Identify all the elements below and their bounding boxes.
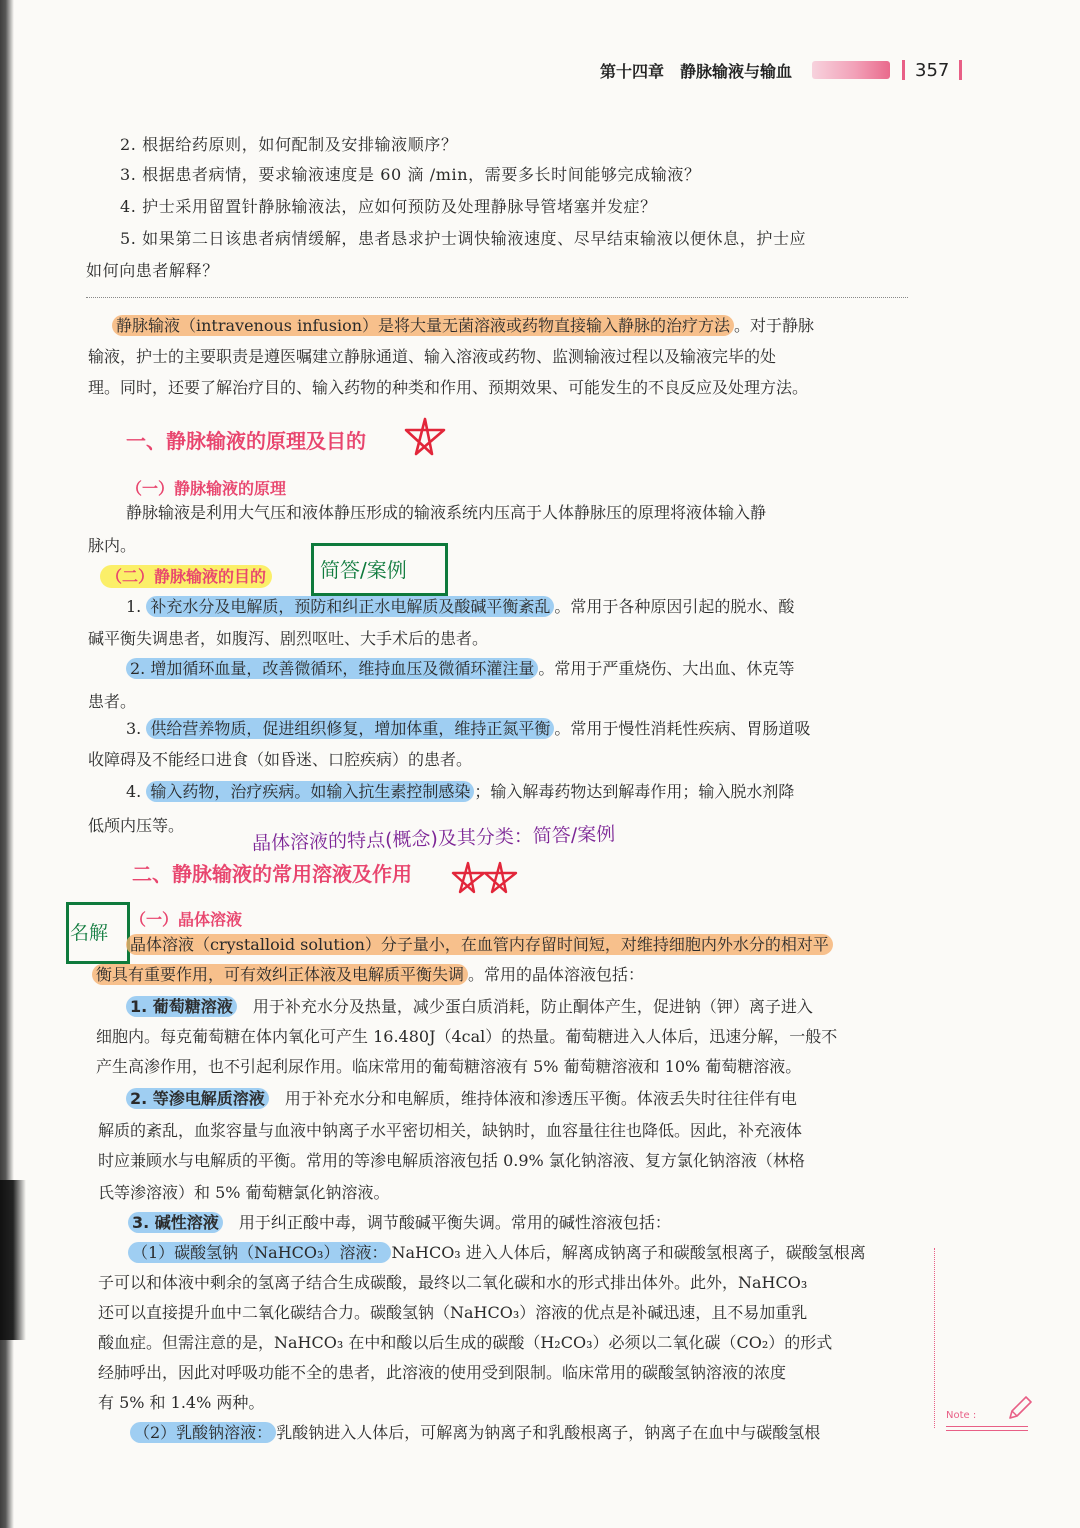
question-item: 如何向患者解释？ [86, 261, 219, 280]
list-item-continuation: 低颅内压等。 [88, 816, 185, 835]
list-item-continuation: 患者。 [88, 692, 137, 711]
blue-highlight: 供给营养物质，促进组织修复，增加体重，维持正氮平衡 [146, 718, 554, 739]
header-divider [959, 60, 962, 80]
blue-highlight: 1. 葡萄糖溶液 [126, 996, 237, 1017]
body-text-line: 1. 葡萄糖溶液 用于补充水分及热量，减少蛋白质消耗，防止酮体产生，促进钠（钾）离子进入 [126, 994, 813, 1020]
list-item: 4. 输入药物，治疗疾病。如输入抗生素控制感染 ；输入解毒药物达到解毒作用；输入脱水剂降 [126, 782, 795, 801]
blue-highlight: 3. 碱性溶液 [128, 1212, 223, 1233]
body-text-line: （2）乳酸钠溶液： 乳酸钠进入人体后，可解离为钠离子和乳酸根离子，钠离子在血中与碳酸氢根 [130, 1420, 820, 1446]
handwritten-annotation: 简答/案例 [320, 558, 407, 582]
body-text-line: 3. 碱性溶液 用于纠正酸中毒，调节酸碱平衡失调。常用的碱性溶液包括： [128, 1210, 671, 1236]
orange-highlight: 晶体溶液（crystalloid solution）分子量小，在血管内存留时间短，对维持细胞内外水分的相对平 [126, 934, 833, 955]
body-text-line: 子可以和体液中剩余的氢离子结合生成碳酸，最终以二氧化碳和水的形式排出体外。此外，NaHCO₃ [98, 1273, 808, 1292]
body-text-line: 细胞内。每克葡萄糖在体内氧化可产生 16.480J（4cal）的热量。葡萄糖进入人体后，迅速分解，一般不 [96, 1027, 838, 1046]
body-text-line: （1）碳酸氢钠（NaHCO₃）溶液： NaHCO₃ 进入人体后，解离成钠离子和碳酸氢根离子，碳酸氢根离 [128, 1240, 866, 1266]
body-text-line: 有 5% 和 1.4% 两种。 [98, 1393, 265, 1412]
intro-paragraph-line: 理。同时，还要了解治疗目的、输入药物的种类和作用、预期效果、可能发生的不良反应及处理方法。 [88, 378, 809, 397]
pencil-icon [1004, 1394, 1034, 1424]
note-underline [946, 1426, 1028, 1427]
body-text-line: 脉内。 [88, 536, 137, 555]
orange-highlight: 静脉输液（intravenous infusion）是将大量无菌溶液或药物直接输入静脉的治疗方法 [112, 315, 734, 336]
section-divider [86, 297, 908, 298]
body-text-line: 产生高渗作用，也不引起利尿作用。临床常用的葡萄糖溶液有 5% 葡萄糖溶液和 10% 葡萄糖溶液。 [96, 1057, 802, 1076]
handwritten-annotation: 名解 [70, 922, 109, 944]
question-item: 5. 如果第二日该患者病情缓解，患者恳求护士调快输液速度、尽早结束输液以便休息，护士应 [120, 229, 807, 248]
question-item: 2. 根据给药原则，如何配制及安排输液顺序？ [120, 135, 458, 154]
blue-highlight: 补充水分及电解质，预防和纠正水电解质及酸碱平衡紊乱 [146, 596, 554, 617]
body-text-line: 氏等渗溶液）和 5% 葡萄糖氯化钠溶液。 [98, 1183, 390, 1202]
orange-highlight: 衡具有重要作用，可有效纠正体液及电解质平衡失调 [92, 964, 468, 985]
header-decor-bar [812, 61, 890, 79]
body-text-line: 酸血症。但需注意的是，NaHCO₃ 在中和酸以后生成的碳酸（H₂CO₃）必须以二氧化碳（CO₂）的形式 [98, 1333, 833, 1352]
section-heading: 一、静脉输液的原理及目的 [126, 429, 366, 453]
blue-highlight: 2. 等渗电解质溶液 [126, 1088, 269, 1109]
hand-drawn-star-icon [402, 416, 448, 458]
subsection-heading [100, 564, 272, 587]
body-text-line: 衡具有重要作用，可有效纠正体液及电解质平衡失调 。常用的晶体溶液包括： [92, 962, 644, 988]
section-heading: 二、静脉输液的常用溶液及作用 [132, 862, 412, 886]
body-text-line: 静脉输液是利用大气压和液体静压形成的输液系统内压高于人体静脉压的原理将液体输入静 [126, 503, 767, 522]
hand-drawn-star-icon [450, 860, 520, 896]
page-header [600, 56, 962, 84]
note-underline [946, 1430, 1028, 1431]
handwritten-annotation: 晶体溶液的特点(概念)及其分类：简答/案例 [251, 823, 616, 855]
body-text-line: 还可以直接提升血中二氧化碳结合力。碳酸氢钠（NaHCO₃）溶液的优点是补碱迅速，且不易加重乳 [98, 1303, 808, 1322]
blue-highlight: 2. 增加循环血量，改善微循环，维持血压及微循环灌注量 [126, 658, 538, 679]
scan-shadow-edge [0, 1180, 26, 1340]
body-text-line: 2. 等渗电解质溶液 用于补充水分和电解质，维持体液和渗透压平衡。体液丢失时往往伴有电 [126, 1086, 797, 1112]
blue-highlight: 输入药物，治疗疾病。如输入抗生素控制感染 [146, 781, 474, 802]
subsection-heading: （一）静脉输液的原理 [126, 479, 287, 498]
list-item: 2. 增加循环血量，改善微循环，维持血压及微循环灌注量 。常用于严重烧伤、大出血、休克等 [126, 656, 794, 682]
page-number: 357 [915, 59, 950, 81]
note-margin-line [934, 1248, 935, 1428]
body-text-line: 经肺呼出，因此对呼吸功能不全的患者，此溶液的使用受到限制。临床常用的碳酸氢钠溶液的浓度 [98, 1363, 787, 1382]
list-item: 1. 补充水分及电解质，预防和纠正水电解质及酸碱平衡紊乱 。常用于各种原因引起的脱水、酸 [126, 597, 795, 616]
subsection-heading: （一）晶体溶液 [130, 910, 243, 929]
body-text-line [126, 932, 833, 958]
intro-paragraph-line: 静脉输液（intravenous infusion）是将大量无菌溶液或药物直接输入静脉的治疗方法 。对于静脉 [112, 313, 814, 339]
blue-highlight: （2）乳酸钠溶液： [130, 1422, 276, 1443]
body-text-line: 时应兼顾水与电解质的平衡。常用的等渗电解质溶液包括 0.9% 氯化钠溶液、复方氯化钠溶液（林格 [98, 1151, 805, 1170]
question-item: 4. 护士采用留置针静脉输液法，应如何预防及处理静脉导管堵塞并发症？ [120, 197, 657, 216]
yellow-highlight: （二）静脉输液的目的 [100, 565, 272, 588]
header-divider [902, 60, 905, 80]
intro-paragraph-line: 输液，护士的主要职责是遵医嘱建立静脉通道、输入溶液或药物、监测输液过程以及输液完毕的处 [88, 347, 777, 366]
body-text-line: 解质的紊乱，血浆容量与血液中钠离子水平密切相关，缺钠时，血容量往往也降低。因此，补充液体 [98, 1121, 803, 1140]
note-label: Note : [946, 1410, 977, 1421]
list-item-continuation: 碱平衡失调患者，如腹泻、剧烈呕吐、大手术后的患者。 [88, 629, 489, 648]
list-item-continuation: 收障碍及不能经口进食（如昏迷、口腔疾病）的患者。 [88, 750, 473, 769]
question-item: 3. 根据患者病情，要求输液速度是 60 滴 /min，需要多长时间能够完成输液？ [120, 165, 701, 184]
list-item: 3. 供给营养物质，促进组织修复，增加体重，维持正氮平衡 。常用于慢性消耗性疾病、胃肠道吸 [126, 719, 811, 738]
chapter-title: 第十四章 静脉输液与输血 [600, 61, 793, 81]
blue-highlight: （1）碳酸氢钠（NaHCO₃）溶液： [128, 1242, 391, 1263]
